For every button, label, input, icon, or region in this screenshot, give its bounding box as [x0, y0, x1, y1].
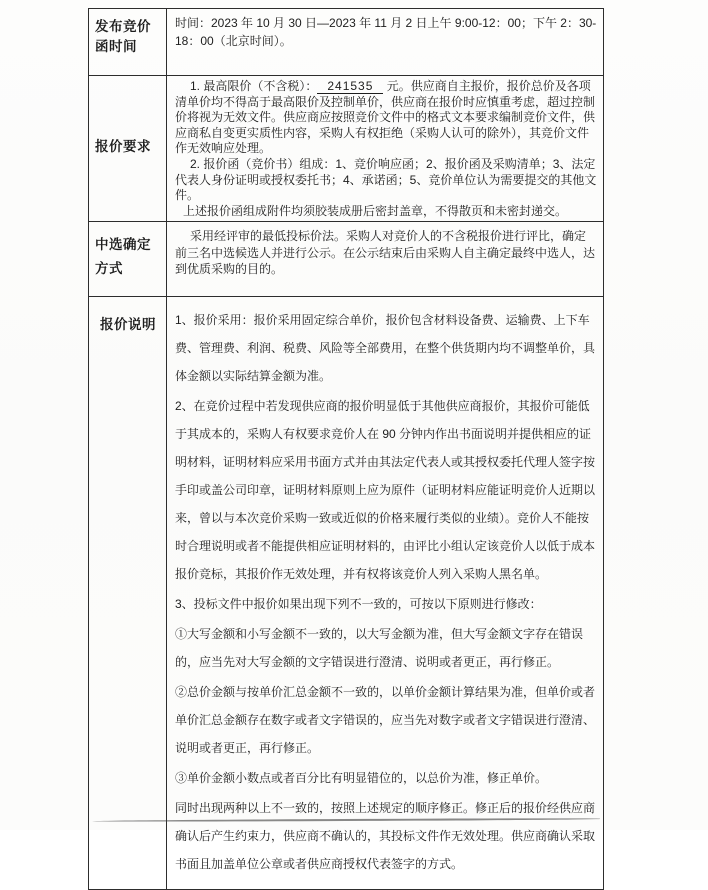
- row-content-publish-time: [167, 9, 604, 76]
- max-price-value: 241535: [317, 79, 383, 94]
- row-label-quote-notes: 报价说明: [89, 297, 167, 890]
- row-selection-method: [89, 222, 604, 297]
- quote-notes-paragraph-1: 1、报价采用：报价采用固定综合单价，报价包含材料设备费、运输费、上下车费、管理费、利润、税费、风险等全部费用，在整个供货期内均不调整单价，具体金额以实际结算金额为准。: [175, 313, 596, 384]
- quote-notes-paragraph-5: ②总价金额与按单价汇总金额不一致的，以单价金额计算结果为准，但单价或者单价汇总金额存在数字或者文字错误的，应当先对数字或者文字错误进行澄清、说明或者更正，再行修正。: [175, 685, 596, 756]
- row-content-quote-requirements: [167, 76, 604, 222]
- max-price-paragraph: [175, 79, 597, 157]
- quote-notes-paragraph-3: 3、投标文件中报价如果出现下列不一致的，可按以下原则进行修改：: [175, 597, 542, 612]
- procurement-info-table: [88, 8, 604, 890]
- max-price-suffix: 元。供应商自主报价，报价总价及各项清单价均不得高于最高限价及控制单价，供应商在报价时应慎重考虑，超过控制价将视为无效文件。供应商应按照竞价文件中的格式文本要求编制竞价文件，供应商私自变更实质性内容，采购人有权拒绝（采购人认可的除外），其竞价文件作无效响应处理。: [175, 79, 596, 156]
- quote-composition-paragraph: 2. 报价函（竞价书）组成：1、竞价响应函；2、报价函及采购清单；3、法定代表人身份证明或授权委托书；4、承诺函；5、竞价单位认为需要提交的其他文件。: [175, 156, 597, 203]
- row-quote-requirements: [89, 76, 604, 222]
- selection-method-paragraph: 采用经评审的最低投标价法。采购人对竞价人的不含税报价进行评比，确定前三名中选候选人并进行公示。在公示结束后由采购人自主确定最终中选人，达到优质采购的目的。: [175, 229, 596, 277]
- row-content-quote-notes: [167, 297, 604, 890]
- row-label-publish-time: 发布竞价函时间: [89, 9, 167, 76]
- publish-time-paragraph: 时间：2023 年 10 月 30 日—2023 年 11 月 2 日上午 9:00-12：00；下午 2：30-18：00（北京时间）。: [175, 16, 597, 48]
- quote-notes-paragraph-4: ①大写金额和小写金额不一致的，以大写金额为准，但大写金额文字存在错误的，应当先对大写金额的文字错误进行澄清、说明或者更正，再行修正。: [175, 627, 584, 670]
- quote-notes-paragraph-6: ③单价金额小数点或者百分比有明显错位的，以总价为准，修正单价。: [175, 771, 548, 786]
- row-label-selection-method: 中选确定方式: [89, 222, 167, 297]
- row-publish-time: [89, 9, 604, 76]
- quote-notes-paragraph-7: 同时出现两种以上不一致的，按照上述规定的顺序修正。修正后的报价经供应商确认后产生约束力，供应商不确认的，其投标文件作无效处理。供应商确认采取书面且加盖单位公章或者供应商授权代表签字的方式。: [175, 801, 596, 872]
- row-content-selection-method: [167, 222, 604, 297]
- binding-seal-paragraph: 上述报价函组成附件均须胶装成册后密封盖章，不得散页和未密封递交。: [183, 203, 568, 218]
- row-label-quote-requirements: 报价要求: [89, 76, 167, 222]
- quote-notes-paragraph-2: 2、在竞价过程中若发现供应商的报价明显低于其他供应商报价，其报价可能低于其成本的，采购人有权要求竞价人在 90 分钟内作出书面说明并提供相应的证明材料，证明材料应采用书面方式并由其法定代表人或其授权委托代理人签字按手印或盖公司印章，证明材料原则上应为原件（证明材料应能证明竞价人近期以来，曾以与本次竞价采购一致或近似的价格来履行类似的业绩）。竞价人不能按时合理说明或者不能提供相应证明材料的，由评比小组认定该竞价人以低于成本报价竞标，其报价作无效处理，并有权将该竞价人列入采购人黑名单。: [175, 399, 596, 582]
- max-price-prefix: 1. 最高限价（不含税）：: [190, 79, 318, 93]
- row-quote-notes: [89, 297, 604, 890]
